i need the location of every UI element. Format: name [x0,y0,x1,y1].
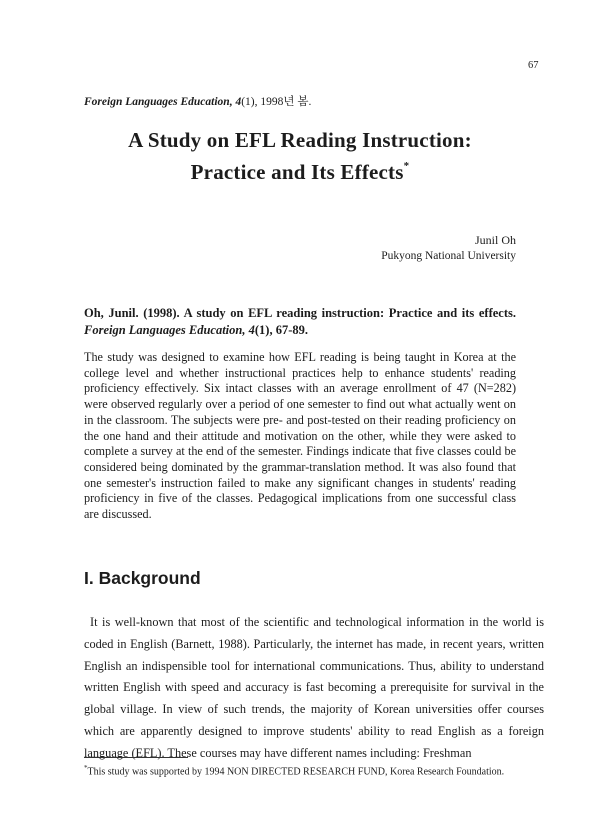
footnote-marker: * [84,764,88,772]
paper-title-text: Practice and Its Effects [190,160,404,184]
page-number: 67 [528,60,539,71]
citation-journal: Foreign Languages Education, [84,323,246,337]
citation-suffix: (1), 67-89. [254,323,308,337]
footnote-rule [84,757,188,758]
author-name: Junil Oh [474,233,516,247]
journal-header [84,93,311,109]
section-heading: I. Background [84,568,201,588]
author-affiliation: Pukyong National University [381,250,516,262]
footnote-text: This study was supported by 1994 NON DIRECTED RESEARCH FUND, Korea Research Foundation. [87,766,505,778]
paper-title-line-1: A Study on EFL Reading Instruction: [128,128,472,152]
citation [84,305,516,339]
journal-issue-year: (1), 1998년 봄. [241,96,312,108]
footnote [84,764,504,777]
citation-prefix: Oh, Junil. (1998). A study on EFL reading instruction: Practice and its effects. [84,306,516,320]
body-paragraph: It is well-known that most of the scientific and technological information in the world is coded in English (Barnett, 1988). Particularly, the internet has made, in recent years, written English an indispensible tool for international communications. Thus, ability to understand written English with speed and accuracy is fast becoming a prerequisite for survival in the global village. In view of such trends, the majority of Korean universities offer courses which are apparently designed to improve students' ability to read English as a foreign language (EFL). These courses may have different names including: Freshman [84,615,544,760]
citation-volume: 4 [248,323,255,337]
journal-volume: 4 [235,96,242,108]
journal-name: Foreign Languages Education, [84,96,233,108]
abstract: The study was designed to examine how EFL reading is being taught in Korea at the college level and whether instructional practices help to enhance students' reading proficiency effectively. Six intact classes with an average enrollment of 47 (N=282) were observed regularly over a period of one semester to find out what actually went on in the classroom. The subjects were pre- and post-tested on their reading proficiency on the one hand and their attitude and motivation on the other, while they were asked to complete a survey at the end of the semester. Findings indicate that five classes could be considered being dominated by the grammar-translation method. It was also found that one semester's instruction failed to make any significant changes in students' reading proficiency in five of the classes. Pedagogical implications from one successful class are discussed. [84,350,516,522]
paper-title-line-2 [0,160,600,185]
title-footnote-marker: * [403,160,410,172]
